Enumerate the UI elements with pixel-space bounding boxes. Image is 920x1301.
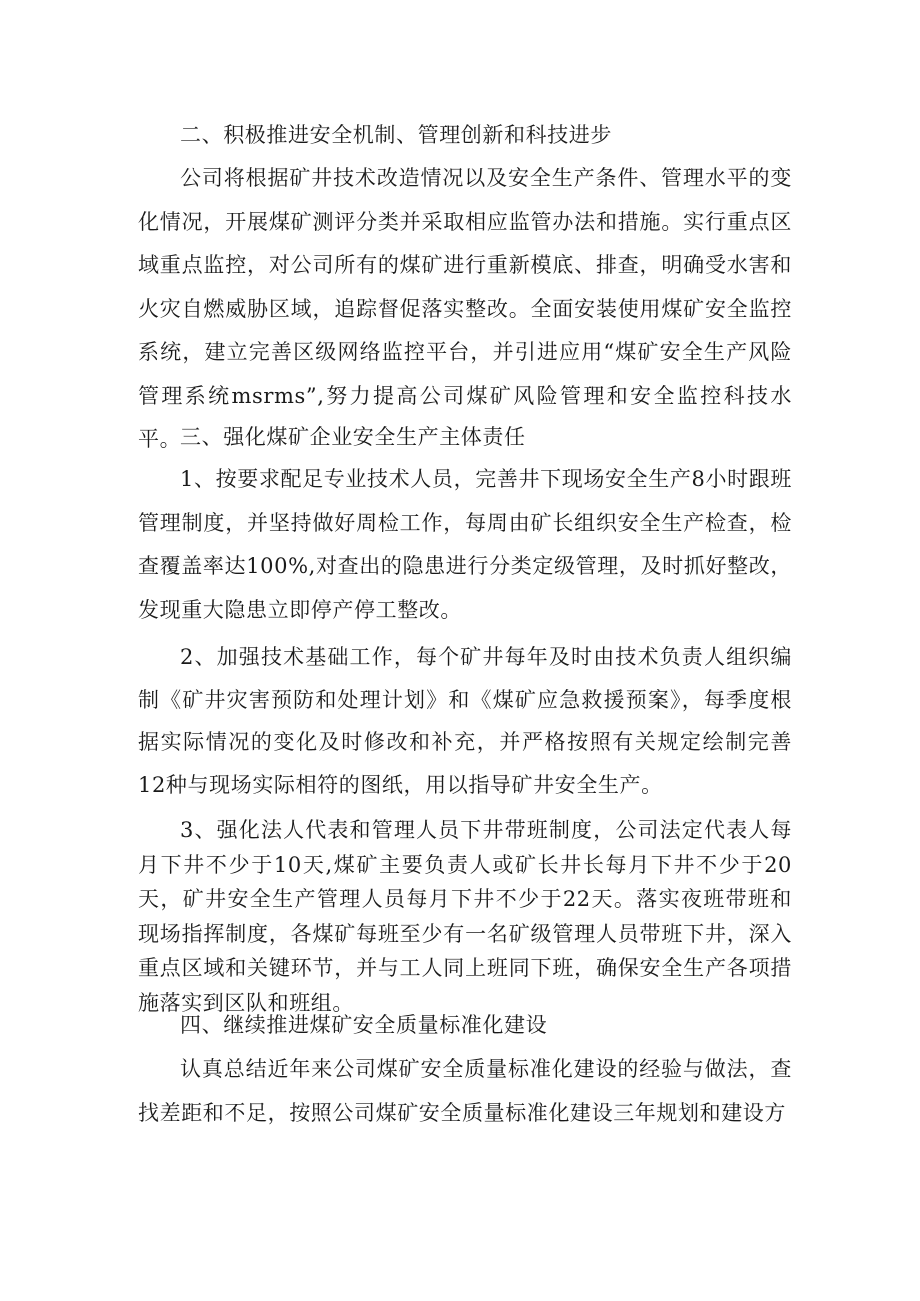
section-block [138, 118, 792, 152]
numbered-item: 3、强化法人代表和管理人员下井带班制度，公司法定代表人每月下井不少于10天,煤矿主要负责人或矿长井长每月下井不少于20天，矿井安全生产管理人员每月下井不少于22天。落实夜班带班和现场指挥制度，各煤矿每班至少有一名矿级管理人员带班下井，深入重点区域和关键环节，并与工人同上班同下班，确保安全生产各项措施落实到区队和班组。 [138, 818, 792, 1015]
numbered-item: 2、加强技术基础工作，每个矿井每年及时由技术负责人组织编制《矿井灾害预防和处理计划》和《煤矿应急救援预案》，每季度根据实际情况的变化及时修改和补充，并严格按照有关规定绘制完善12种与现场实际相符的图纸，用以指导矿井安全生产。 [138, 645, 792, 797]
section-block [138, 1047, 792, 1135]
section-heading: 二、积极推进安全机制、管理创新和科技进步 [180, 123, 612, 147]
section-block [138, 1008, 792, 1042]
section-heading: 三、强化煤矿企业安全生产主体责任 [180, 425, 526, 449]
numbered-item: 1、按要求配足专业技术人员，完善井下现场安全生产8小时跟班管理制度，并坚持做好周检工作，每周由矿长组织安全生产检查，检查覆盖率达100%,对查出的隐患进行分类定级管理，及时抓好整改，发现重大隐患立即停产停工整改。 [138, 467, 792, 622]
section-block [138, 157, 792, 462]
section-block [138, 813, 792, 1020]
body-paragraph: 认真总结近年来公司煤矿安全质量标准化建设的经验与做法，查找差距和不足，按照公司煤矿安全质量标准化建设三年规划和建设方 [138, 1057, 792, 1125]
body-paragraph: 公司将根据矿井技术改造情况以及安全生产条件、管理水平的变化情况，开展煤矿测评分类并采取相应监管办法和措施。实行重点区域重点监控，对公司所有的煤矿进行重新模底、排查，明确受水害和火灾自燃威胁区域，追踪督促落实整改。全面安装使用煤矿安全监控系统，建立完善区级网络监控平台，并引进应用“煤矿安全生产风险管理系统msrms”,努力提高公司煤矿风险管理和安全监控科技水平。 [138, 166, 792, 451]
section-block [138, 458, 792, 632]
section-block [138, 420, 792, 454]
section-block [138, 636, 792, 806]
section-heading: 四、继续推进煤矿安全质量标准化建设 [180, 1013, 548, 1037]
